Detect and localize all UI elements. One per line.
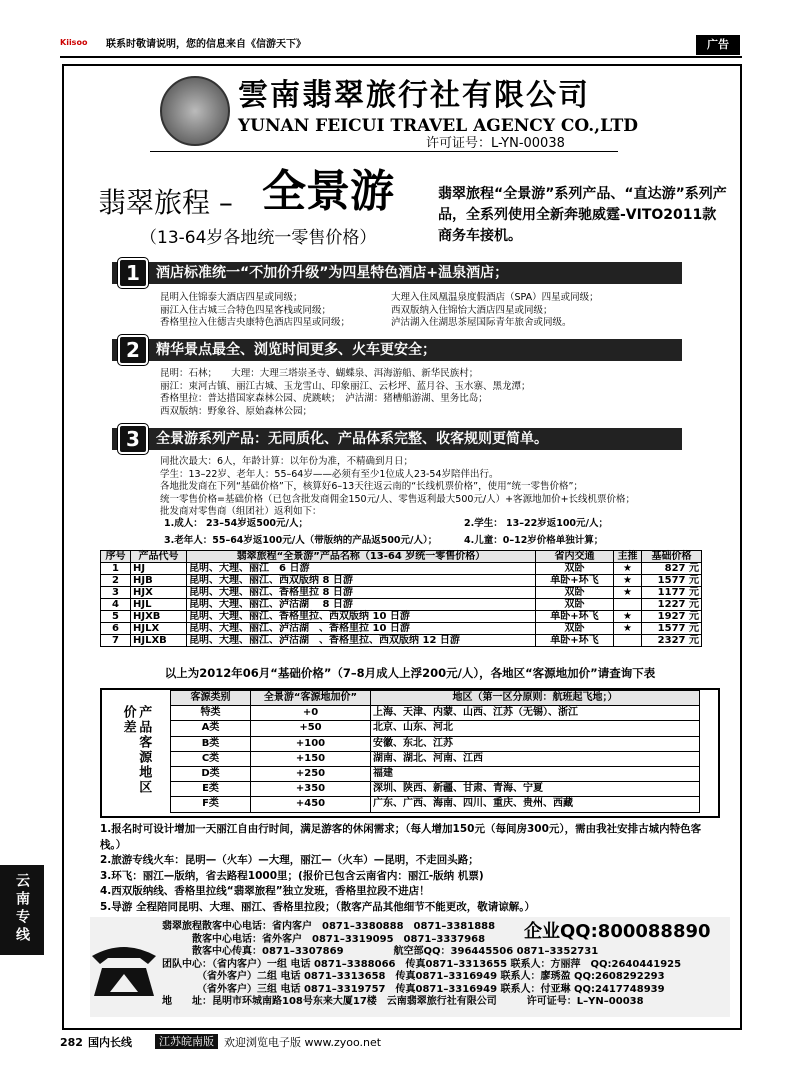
column-header: 产品代号 bbox=[131, 551, 187, 563]
notes bbox=[100, 822, 720, 915]
table-row bbox=[171, 751, 700, 766]
region-table bbox=[170, 690, 700, 813]
table-cell: 827 元 bbox=[642, 563, 702, 575]
table-cell: ★ bbox=[614, 587, 642, 599]
table-cell: ★ bbox=[614, 563, 642, 575]
list-item: 统一零售价格=基础价格（已包含批发商佣金150元/人、零售返利最大500元/人）+客源地加价+长线机票价格； bbox=[160, 493, 636, 505]
table-cell: 昆明、大理、丽江、泸沽湖 、香格里拉、西双版纳 12 日游 bbox=[187, 635, 536, 647]
table-cell: B类 bbox=[171, 736, 251, 751]
table-cell: HJLXB bbox=[131, 635, 187, 647]
list-item: 昆明入住锦泰大酒店四星或同级； bbox=[160, 292, 303, 303]
table-row bbox=[171, 766, 700, 781]
table-cell: 2 bbox=[101, 575, 131, 587]
column-header: 基础价格 bbox=[642, 551, 702, 563]
ad-tag: 广告 bbox=[696, 35, 740, 55]
table-cell: HJB bbox=[131, 575, 187, 587]
page-footer bbox=[60, 1034, 740, 1052]
table-row bbox=[171, 706, 700, 721]
list-item: 丽江入住古城三合特色四星客栈或同级； bbox=[160, 304, 332, 316]
table-cell: HJL bbox=[131, 599, 187, 611]
column-header: 序号 bbox=[101, 551, 131, 563]
table-cell: D类 bbox=[171, 766, 251, 781]
telephone-icon bbox=[88, 938, 160, 1000]
table-cell: +100 bbox=[251, 736, 371, 751]
table-header-row bbox=[171, 691, 700, 706]
table-cell: 昆明、大理、丽江、香格里拉 8 日游 bbox=[187, 587, 536, 599]
table-cell: 5 bbox=[101, 611, 131, 623]
table-header-row bbox=[101, 551, 702, 563]
table-cell: E类 bbox=[171, 782, 251, 797]
section-title: 酒店标准统一“不加价升级”为四星特色酒店+温泉酒店； bbox=[112, 262, 682, 284]
table-cell: 双卧 bbox=[536, 599, 614, 611]
table-cell: 北京、山东、河北 bbox=[371, 721, 700, 736]
table-cell: 单卧+环飞 bbox=[536, 635, 614, 647]
table-cell: 1227 元 bbox=[642, 599, 702, 611]
table-cell: C类 bbox=[171, 751, 251, 766]
table-cell: 福建 bbox=[371, 766, 700, 781]
contact-lines bbox=[162, 921, 722, 1009]
note-item: 5.导游 全程陪同昆明、大理、丽江、香格里拉段；（散客产品其他细节不能更改，敬请谅解。） bbox=[100, 900, 535, 913]
divider bbox=[60, 56, 742, 58]
table-cell: ★ bbox=[614, 623, 642, 635]
table-cell bbox=[614, 599, 642, 611]
hero-title: 全景游 bbox=[262, 166, 394, 217]
table-cell: 1 bbox=[101, 563, 131, 575]
table-cell: +250 bbox=[251, 766, 371, 781]
table-row bbox=[101, 563, 702, 575]
list-item: 4.儿童：0–12岁价格单独计算； bbox=[464, 534, 604, 546]
table-cell: 6 bbox=[101, 623, 131, 635]
note-item: 1.报名时可设计增加一天丽江自由行时间，满足游客的休闲需求；（每人增加150元（每间房300元），需由我社安排古城内特色客栈。） bbox=[100, 823, 702, 851]
top-note: 联系时敬请说明，您的信息来自《信游天下》 bbox=[106, 39, 306, 50]
table-row bbox=[101, 635, 702, 647]
license-number: 许可证号：L-YN-00038 bbox=[426, 136, 565, 151]
footer-slogan: 欢迎浏览电子版 www.zyoo.net bbox=[224, 1036, 382, 1049]
table-cell: +450 bbox=[251, 797, 371, 812]
table-cell: 1577 元 bbox=[642, 623, 702, 635]
table-row bbox=[171, 736, 700, 751]
list-item: 1.成人： 23–54岁返500元/人； bbox=[164, 518, 309, 529]
table-cell: A类 bbox=[171, 721, 251, 736]
table-row bbox=[171, 797, 700, 812]
table-cell: 7 bbox=[101, 635, 131, 647]
section-title: 全景游系列产品：无同质化、产品体系完整、收客规则更简单。 bbox=[112, 428, 682, 450]
contact-line: 地 址：昆明市环城南路108号东来大厦17楼 云南翡翠旅行社有限公司 许可证号：L–YN–00038 bbox=[162, 996, 644, 1007]
contact-line: 翡翠旅程散客中心电话：省内客户 0871–3380888 0871–3381888 bbox=[162, 921, 496, 932]
table-cell: 双卧 bbox=[536, 587, 614, 599]
section-1-body bbox=[160, 292, 691, 330]
table-cell bbox=[614, 635, 642, 647]
note-item: 3.环飞：丽江—版纳，省去路程1000里；(报价已包含云南省内：丽江-版纳 机票) bbox=[100, 869, 484, 882]
region-side-tab bbox=[0, 865, 44, 955]
column-header: 翡翠旅程“全景游”产品名称（13-64 岁统一零售价格） bbox=[187, 551, 536, 563]
table-cell: 昆明、大理、丽江、泸沽湖 8 日游 bbox=[187, 599, 536, 611]
table-row bbox=[101, 611, 702, 623]
table-cell: 4 bbox=[101, 599, 131, 611]
table-cell: +150 bbox=[251, 751, 371, 766]
list-item: 丽江：束河古镇、丽江古城、玉龙雪山、印象丽江、云杉坪、蓝月谷、玉水寨、黑龙潭； bbox=[160, 380, 531, 392]
footer-section: 国内长线 bbox=[88, 1036, 132, 1049]
column-header: 全景游“客源地加价” bbox=[251, 691, 371, 706]
table-cell: 1577 元 bbox=[642, 575, 702, 587]
table-cell: 特类 bbox=[171, 706, 251, 721]
list-item: 批发商对零售商（组团社）返利如下： bbox=[160, 506, 322, 517]
rebate-list bbox=[164, 518, 704, 547]
list-item: 香格里拉入住德吉央康特色酒店四星或同级； bbox=[160, 317, 351, 328]
table-cell: 双卧 bbox=[536, 623, 614, 635]
section-title: 精华景点最全、浏览时间更多、火车更安全； bbox=[112, 339, 682, 361]
table-cell: HJXB bbox=[131, 611, 187, 623]
list-item: 大理入住凤凰温泉度假酒店（SPA）四星或同级； bbox=[391, 292, 599, 303]
top-bar bbox=[60, 35, 740, 55]
section-2 bbox=[112, 339, 682, 361]
table-cell: 安徽、东北、江苏 bbox=[371, 736, 700, 751]
column-header: 省内交通 bbox=[536, 551, 614, 563]
table-cell: HJX bbox=[131, 587, 187, 599]
list-item: 学生：13–22岁、老年人：55–64岁——必须有至少1位成人23-54岁陪伴出行。 bbox=[160, 468, 499, 480]
contact-line: 散客中心传真：0871–3307869 航空部QQ：396445506 0871–3352731 bbox=[162, 946, 599, 957]
table-row bbox=[101, 599, 702, 611]
table-cell: 上海、天津、内蒙、山西、江苏（无锡）、浙江 bbox=[371, 706, 700, 721]
table-row bbox=[101, 587, 702, 599]
brand-logo: Kiisoo bbox=[60, 38, 88, 47]
section-number-badge: 3 bbox=[118, 424, 148, 454]
table-cell: 昆明、大理、丽江、泸沽湖 、香格里拉 10 日游 bbox=[187, 623, 536, 635]
hero-subtitle: （13-64岁各地统一零售价格） bbox=[140, 228, 377, 248]
list-item: 西双版纳：野象谷、原始森林公园； bbox=[160, 405, 313, 417]
list-item: 昆明：石林； 大理：大理三塔崇圣寺、蝴蝶泉、洱海游船、新华民族村； bbox=[160, 368, 479, 379]
table-cell: HJ bbox=[131, 563, 187, 575]
list-item: 香格里拉：普达措国家森林公园、虎跳峡； 泸沽湖：猪槽船游湖、里务比岛； bbox=[160, 393, 488, 404]
column-header: 客源类别 bbox=[171, 691, 251, 706]
region-side-label: 产品客源地区价差 bbox=[120, 705, 152, 795]
list-item: 西双版纳入住锦怡大酒店四星或同级； bbox=[391, 304, 553, 316]
section-3 bbox=[112, 428, 682, 450]
table-cell: 单卧+环飞 bbox=[536, 611, 614, 623]
table-cell: 昆明、大理、丽江、香格里拉、西双版纳 10 日游 bbox=[187, 611, 536, 623]
section-1 bbox=[112, 262, 682, 284]
enterprise-qq: 企业QQ:800088890 bbox=[524, 921, 711, 942]
table-cell: 广东、广西、海南、四川、重庆、贵州、西藏 bbox=[371, 797, 700, 812]
table-cell: 昆明、大理、丽江 6 日游 bbox=[187, 563, 536, 575]
section-number-badge: 2 bbox=[118, 335, 148, 365]
table-cell: 3 bbox=[101, 587, 131, 599]
section-3-body bbox=[160, 456, 710, 519]
hero-description: 翡翠旅程“全景游”系列产品、“直达游”系列产品，全系列使用全新奔驰威霆-VITO2011款商务车接机。 bbox=[438, 186, 727, 244]
table-cell: 湖南、湖北、河南、江西 bbox=[371, 751, 700, 766]
page-number: 282 bbox=[60, 1036, 83, 1049]
company-logo-icon bbox=[160, 76, 230, 146]
table-cell: +50 bbox=[251, 721, 371, 736]
table-cell: ★ bbox=[614, 575, 642, 587]
note-item: 2.旅游专线火车：昆明—（火车）—大理，丽江—（火车）—昆明，不走回头路； bbox=[100, 854, 479, 866]
table-row bbox=[101, 623, 702, 635]
column-header: 地区（第一区分原则：航班起飞地；） bbox=[371, 691, 700, 706]
contact-line: （省外客户）二组 电话 0871–3313658 传真0871–3316949 联系人：廖琇盈 QQ:2608292293 bbox=[162, 971, 665, 982]
table-cell: 双卧 bbox=[536, 563, 614, 575]
edition-badge: 江苏皖南版 bbox=[155, 1034, 218, 1049]
list-item: 泸沽湖入住湖思茶屋国际青年旅舍或同级。 bbox=[391, 317, 572, 328]
table-row bbox=[101, 575, 702, 587]
note-item: 4.西双版纳线、香格里拉线“翡翠旅程”独立发班，香格里拉段不进店！ bbox=[100, 885, 430, 897]
table-cell: 单卧+环飞 bbox=[536, 575, 614, 587]
list-item: 2.学生： 13–22岁返100元/人； bbox=[464, 518, 609, 529]
company-name-en: YUNAN FEICUI TRAVEL AGENCY CO.,LTD bbox=[238, 116, 639, 136]
contact-line: 团队中心：（省内客户）一组 电话 0871–3388066 传真0871–3313655 联系人：方丽萍 QQ:2640441925 bbox=[162, 958, 682, 970]
section-number-badge: 1 bbox=[118, 258, 148, 288]
list-item: 各地批发商在下列“基础价格”下，核算好6–13天往返云南的“长线机票价格”，使用“统一零售价格”； bbox=[160, 481, 583, 492]
contact-line: 散客中心电话：省外客户 0871–3319095 0871–3337968 bbox=[162, 933, 486, 945]
hero-title-prefix: 翡翠旅程 – bbox=[98, 186, 233, 219]
list-item: 3.老年人：55–64岁返100元/人（带版纳的产品返500元/人）； bbox=[164, 534, 438, 546]
table-cell: 深圳、陕西、新疆、甘肃、青海、宁夏 bbox=[371, 782, 700, 797]
section-2-body bbox=[160, 368, 700, 418]
table-cell: +350 bbox=[251, 782, 371, 797]
table-cell: 2327 元 bbox=[642, 635, 702, 647]
table-cell: HJLX bbox=[131, 623, 187, 635]
table-row bbox=[171, 782, 700, 797]
table-cell: F类 bbox=[171, 797, 251, 812]
list-item: 同批次最大：6人，年龄计算：以年份为准，不精确到月日； bbox=[160, 456, 414, 467]
table-cell: +0 bbox=[251, 706, 371, 721]
price-table bbox=[100, 550, 702, 647]
contact-line: （省外客户）三组 电话 0871–3319757 传真0871–3316949 联系人：付亚琳 QQ:2417748939 bbox=[162, 983, 665, 995]
company-name-cn: 雲南翡翠旅行社有限公司 bbox=[238, 78, 590, 113]
table-cell: 1927 元 bbox=[642, 611, 702, 623]
table-cell: 1177 元 bbox=[642, 587, 702, 599]
table-cell: 昆明、大理、丽江、西双版纳 8 日游 bbox=[187, 575, 536, 587]
table-cell: ★ bbox=[614, 611, 642, 623]
side-tab-label: 云南专线 bbox=[14, 873, 30, 945]
table-row bbox=[171, 721, 700, 736]
price-note: 以上为2012年06月“基础价格”（7–8月成人上浮200元/人），各地区“客源地加价”请查询下表 bbox=[164, 666, 656, 680]
column-header: 主推 bbox=[614, 551, 642, 563]
